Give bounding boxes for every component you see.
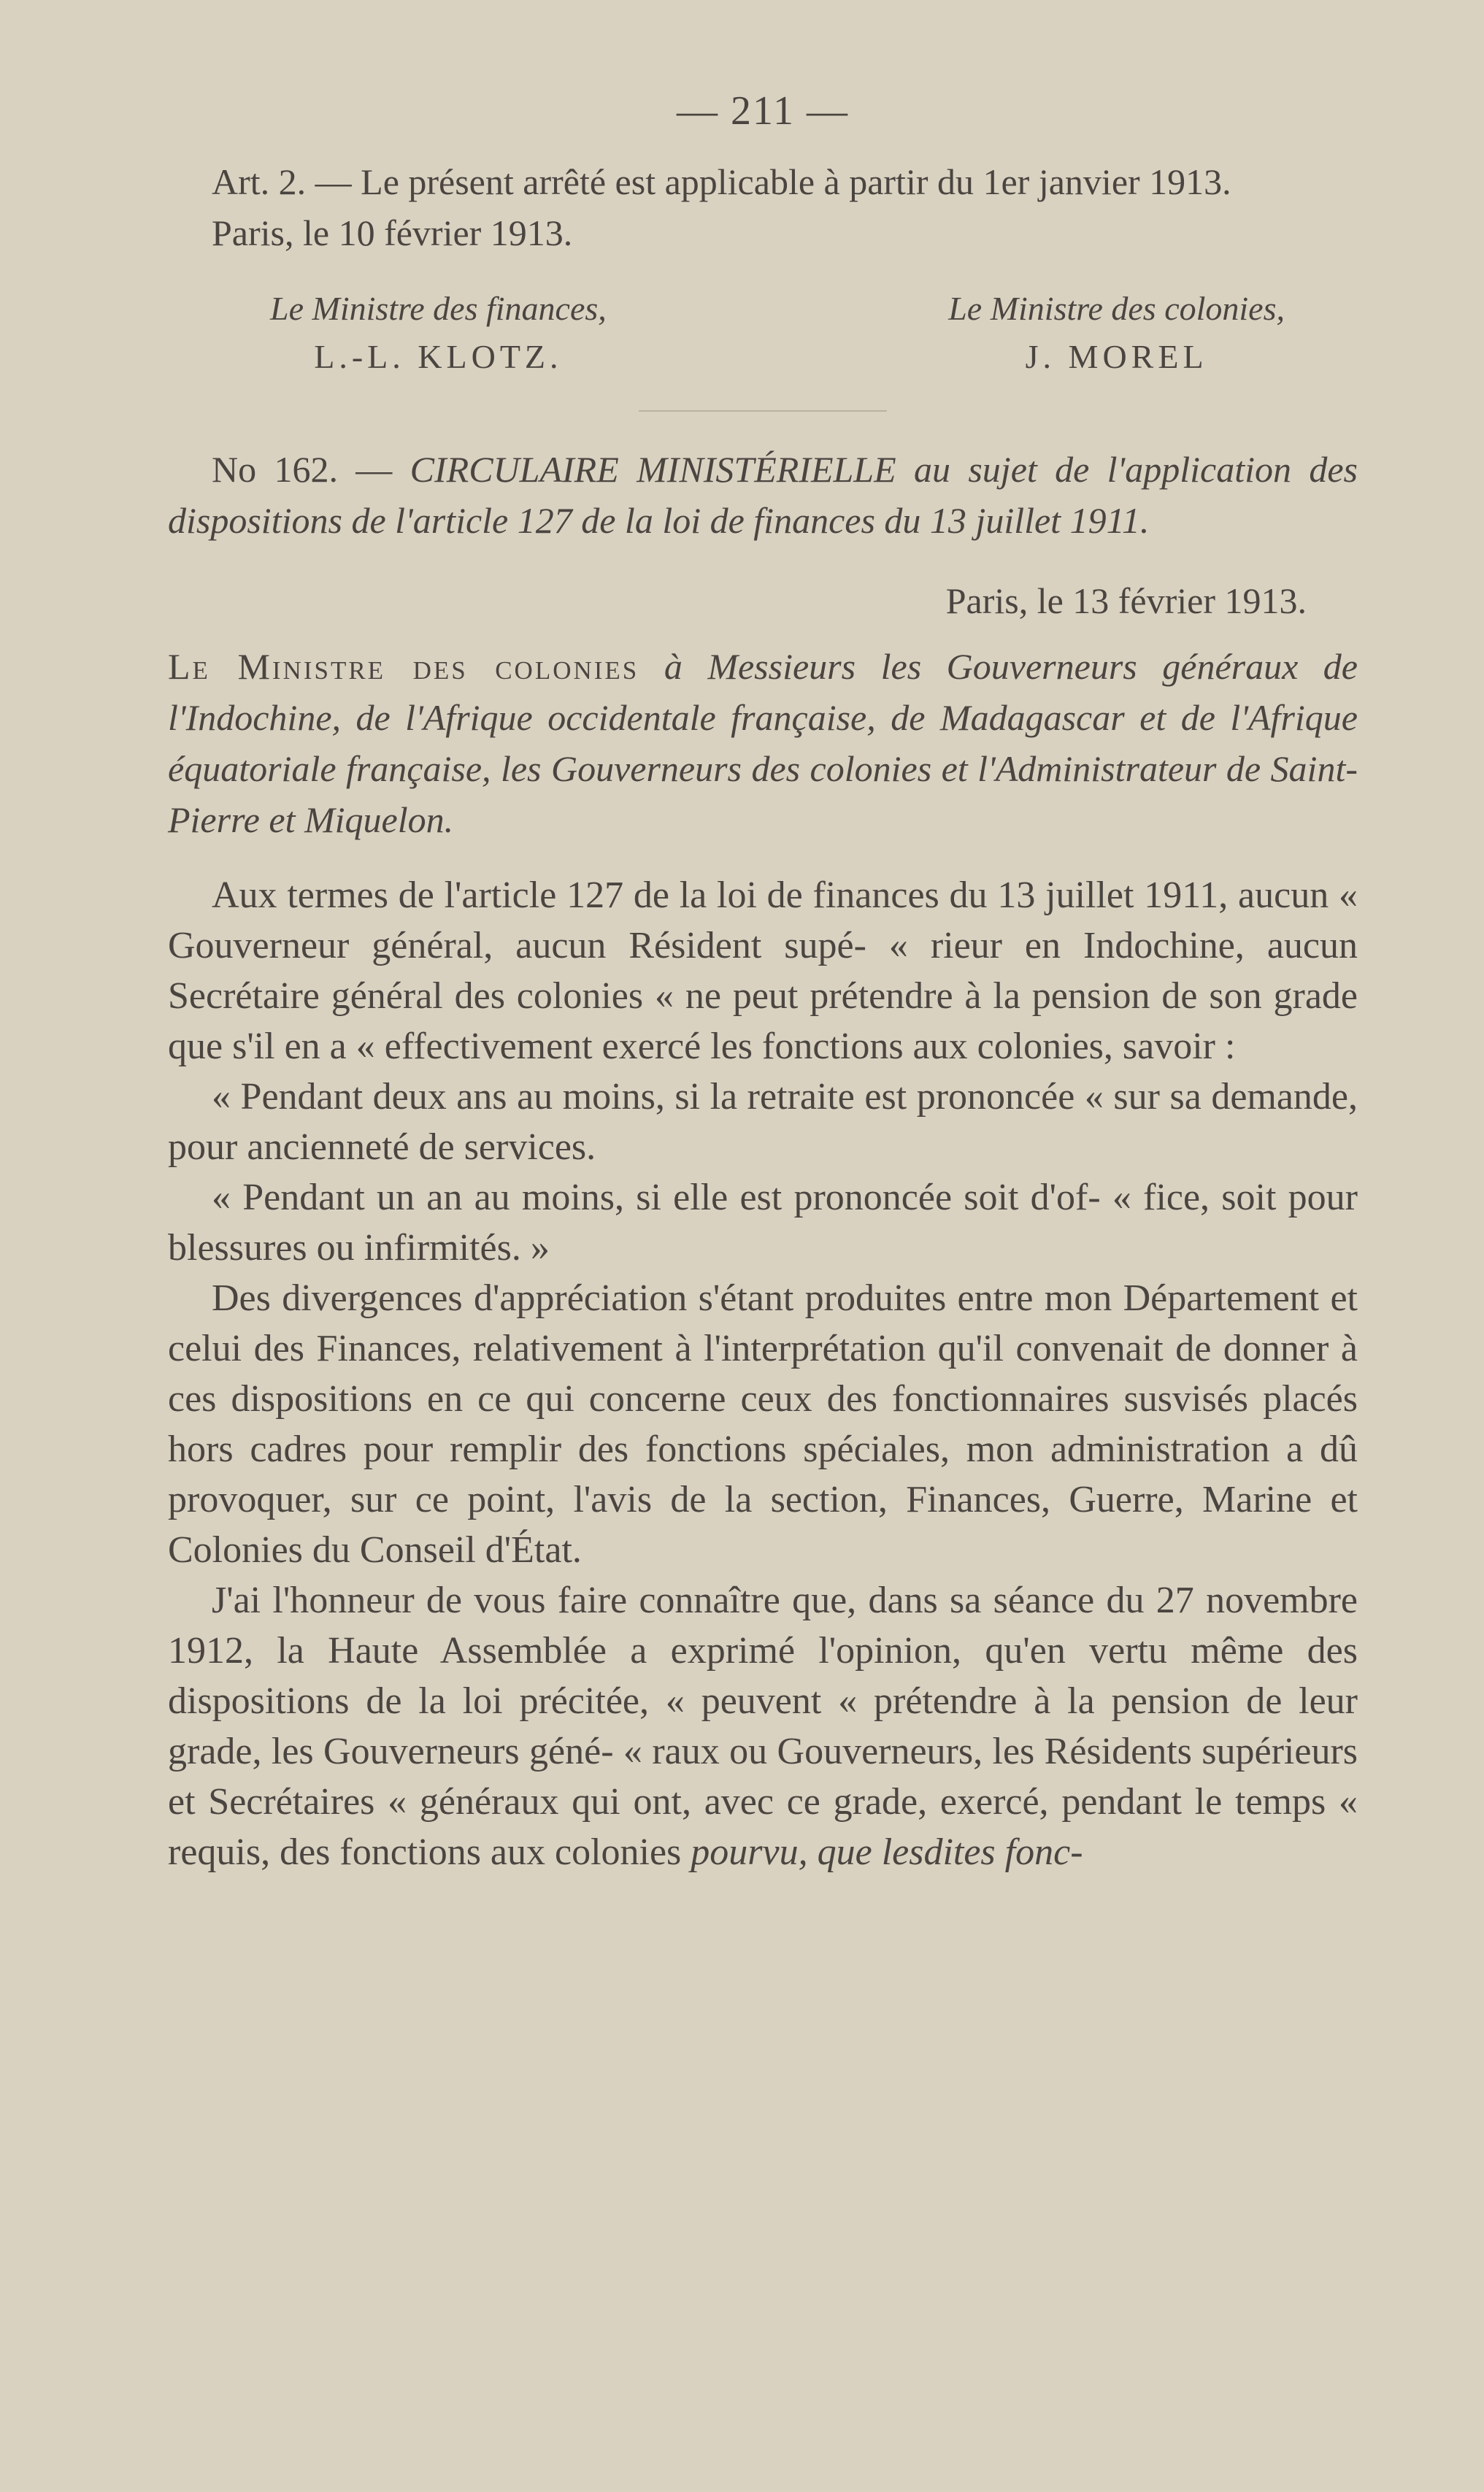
paragraph-5-text: J'ai l'honneur de vous faire connaître que, dans sa séance du 27 novembre 1912, la Haute Assemblée a exprimé l'opinion, qu'en vertu même des dispositions de la loi précitée, « peuvent « prétendre à la pension de leur grade, les Gouverneurs géné- « raux ou Gouverneurs, les Résidents supérieurs et Secrétaires « généraux qui ont, avec ce grade, exercé, pendant le temps « requis, des fonctions aux colonies (168, 1580, 1358, 1873)
article-2: Art. 2. — Le présent arrêté est applicable à partir du 1er janvier 1913. (212, 161, 1231, 202)
signature-name: J. MOREL (1025, 338, 1208, 375)
signature-name: L.-L. KLOTZ. (314, 338, 563, 375)
address-block (168, 641, 1358, 845)
document-page (168, 88, 1358, 1877)
page-number: — 211 — (677, 88, 849, 134)
signature-finances (270, 285, 607, 381)
signature-role: Le Ministre des finances, (270, 290, 607, 327)
paragraph-5-italic: pourvu, que lesdites fonc- (691, 1831, 1083, 1873)
address-sender: Le Ministre des colonies (168, 646, 639, 687)
spacer (168, 845, 1358, 870)
paragraph-5 (168, 1575, 1358, 1877)
signatures (168, 285, 1358, 381)
paragraph-2: « Pendant deux ans au moins, si la retraite est prononcée « sur sa demande, pour ancienneté de services. (168, 1076, 1358, 1168)
signature-colonies (948, 285, 1285, 381)
paragraph-4: Des divergences d'appréciation s'étant produites entre mon Département et celui des Finances, relativement à l'interprétation qu'il convenait de donner à ces dispositions en ce qui concerne ceux des fonctionnaires susvisés placés hors cadres pour remplir des fonctions spéciales, mon administration a dû provoquer, sur ce point, l'avis de la section, Finances, Guerre, Marine et Colonies du Conseil d'État. (168, 1277, 1358, 1571)
paris-date-1: Paris, le 10 février 1913. (212, 212, 573, 253)
section-divider (639, 410, 887, 412)
circular-heading (168, 444, 1358, 546)
paragraph-1: Aux termes de l'article 127 de la loi de finances du 13 juillet 1911, aucun « Gouverneur général, aucun Résident supé- « rieur en Indochine, aucun Secrétaire général des colonies « ne peut prétendre à la pension de son grade que s'il en a « effectivement exercé les fonctions aux colonies, savoir : (168, 874, 1358, 1067)
paris-date-2: Paris, le 13 février 1913. (945, 580, 1307, 621)
circular-number: No 162. — (212, 449, 393, 490)
signature-role: Le Ministre des colonies, (948, 290, 1285, 327)
circular-title: CIRCULAIRE MINISTÉRIELLE au sujet de l'application des dispositions de l'article 127 de la loi de finances du 13 juillet 1911. (168, 449, 1358, 541)
paragraph-3: « Pendant un an au moins, si elle est prononcée soit d'of- « fice, soit pour blessures ou infirmités. » (168, 1177, 1358, 1269)
address-recipients: à Messieurs les Gouverneurs généraux de l'Indochine, de l'Afrique occidentale française, de Madagascar et de l'Afrique équatoriale française, les Gouverneurs des colonies et l'Administrateur de Saint-Pierre et Miquelon. (168, 646, 1358, 840)
